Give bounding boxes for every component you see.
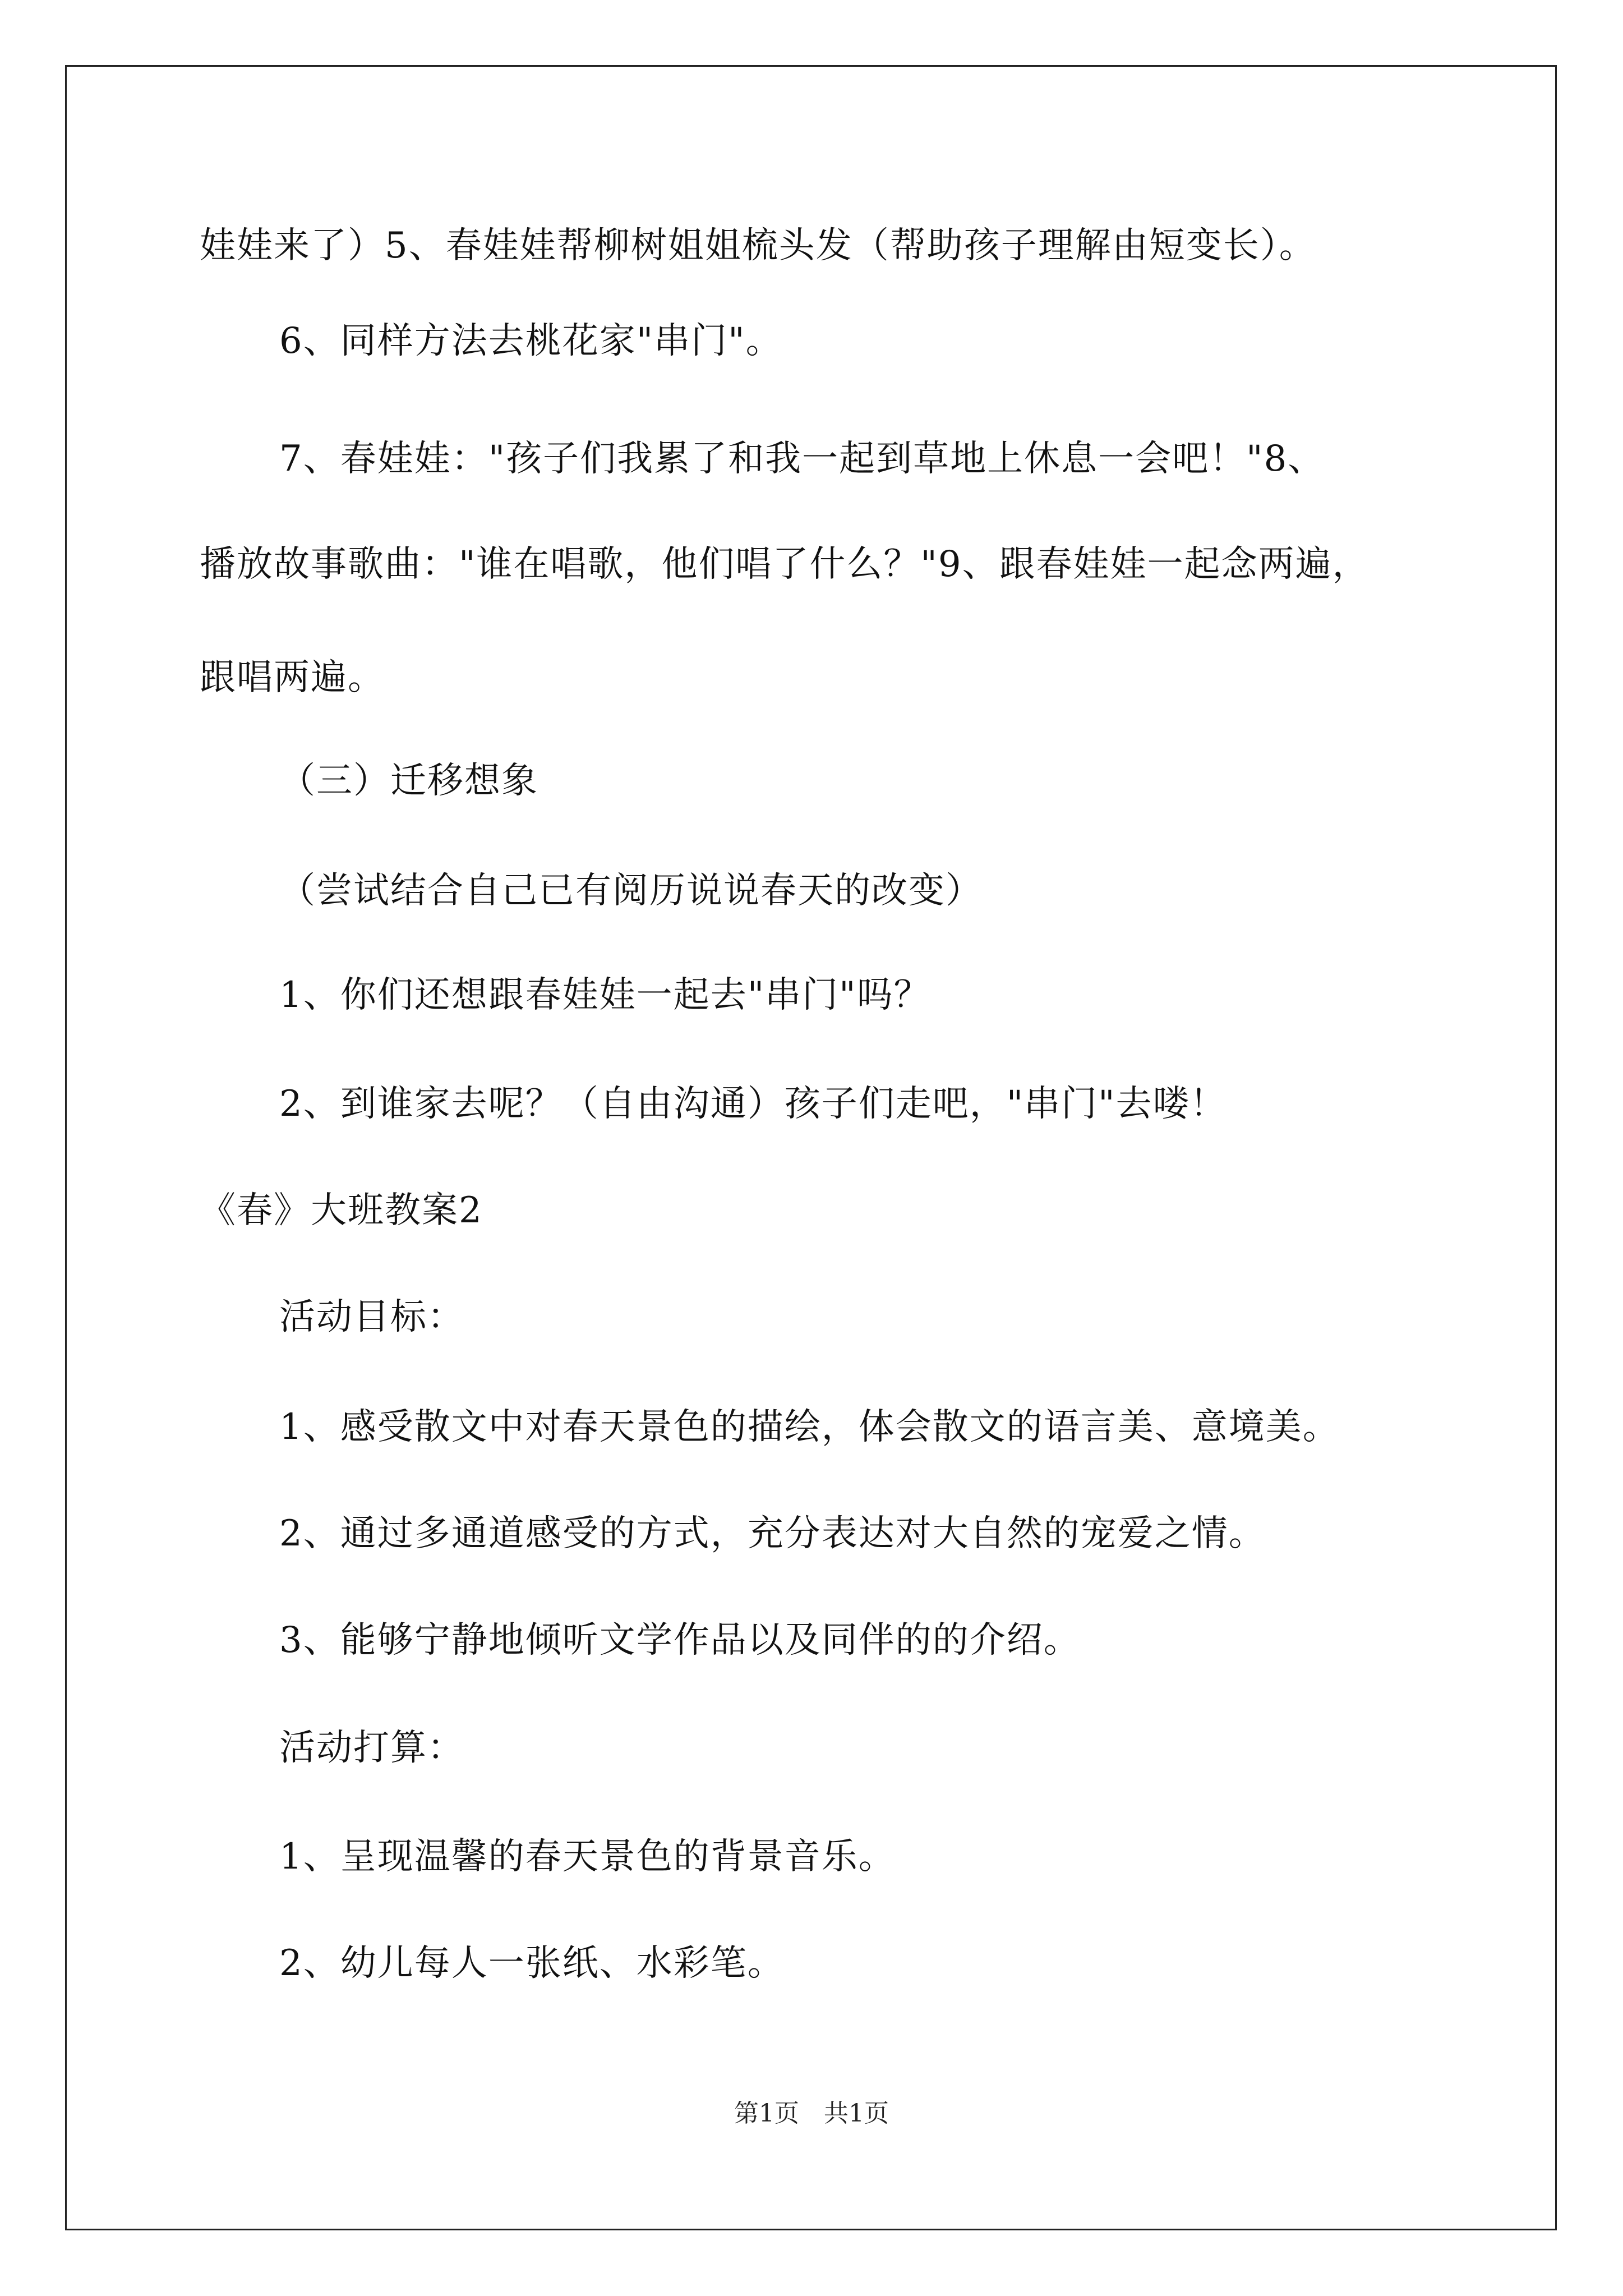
section-heading-goals: 活动目标：	[279, 1296, 464, 1338]
preparation-item-2: 2、幼儿每人一张纸、水彩笔。	[279, 1943, 785, 1984]
body-line-3: 7、春娃娃："孩子们我累了和我一起到草地上休息一会吧！"8、	[279, 438, 1325, 480]
body-line-8: 1、你们还想跟春娃娃一起去"串门"吗？	[279, 974, 931, 1016]
goal-item-3: 3、能够宁静地倾听文学作品以及同伴的的介绍。	[279, 1619, 1081, 1661]
page-frame	[65, 65, 1557, 2230]
section-heading-transfer: （三）迁移想象	[279, 760, 538, 802]
body-line-2: 6、同样方法去桃花家"串门"。	[279, 320, 783, 362]
section-heading-preparation: 活动打算：	[279, 1727, 464, 1769]
page-footer: 第1页 共1页	[734, 2099, 889, 2128]
body-line-4: 播放故事歌曲："谁在唱歌，他们唱了什么？"9、跟春娃娃一起念两遍，	[200, 544, 1370, 585]
goal-item-1: 1、感受散文中对春天景色的描绘，体会散文的语言美、意境美。	[279, 1406, 1340, 1448]
lesson-title: 《春》大班教案2	[200, 1190, 483, 1231]
body-line-5: 跟唱两遍。	[200, 657, 385, 698]
body-line-1: 娃娃来了）5、春娃娃帮柳树姐姐梳头发（帮助孩子理解由短变长）。	[200, 225, 1316, 266]
body-line-9: 2、到谁家去呢？（自由沟通）孩子们走吧，"串门"去喽！	[279, 1083, 1227, 1125]
goal-item-2: 2、通过多通道感受的方式，充分表达对大自然的宠爱之情。	[279, 1513, 1266, 1554]
body-line-7: （尝试结合自己已有阅历说说春天的改变）	[279, 870, 983, 912]
preparation-item-1: 1、呈现温馨的春天景色的背景音乐。	[279, 1836, 896, 1878]
